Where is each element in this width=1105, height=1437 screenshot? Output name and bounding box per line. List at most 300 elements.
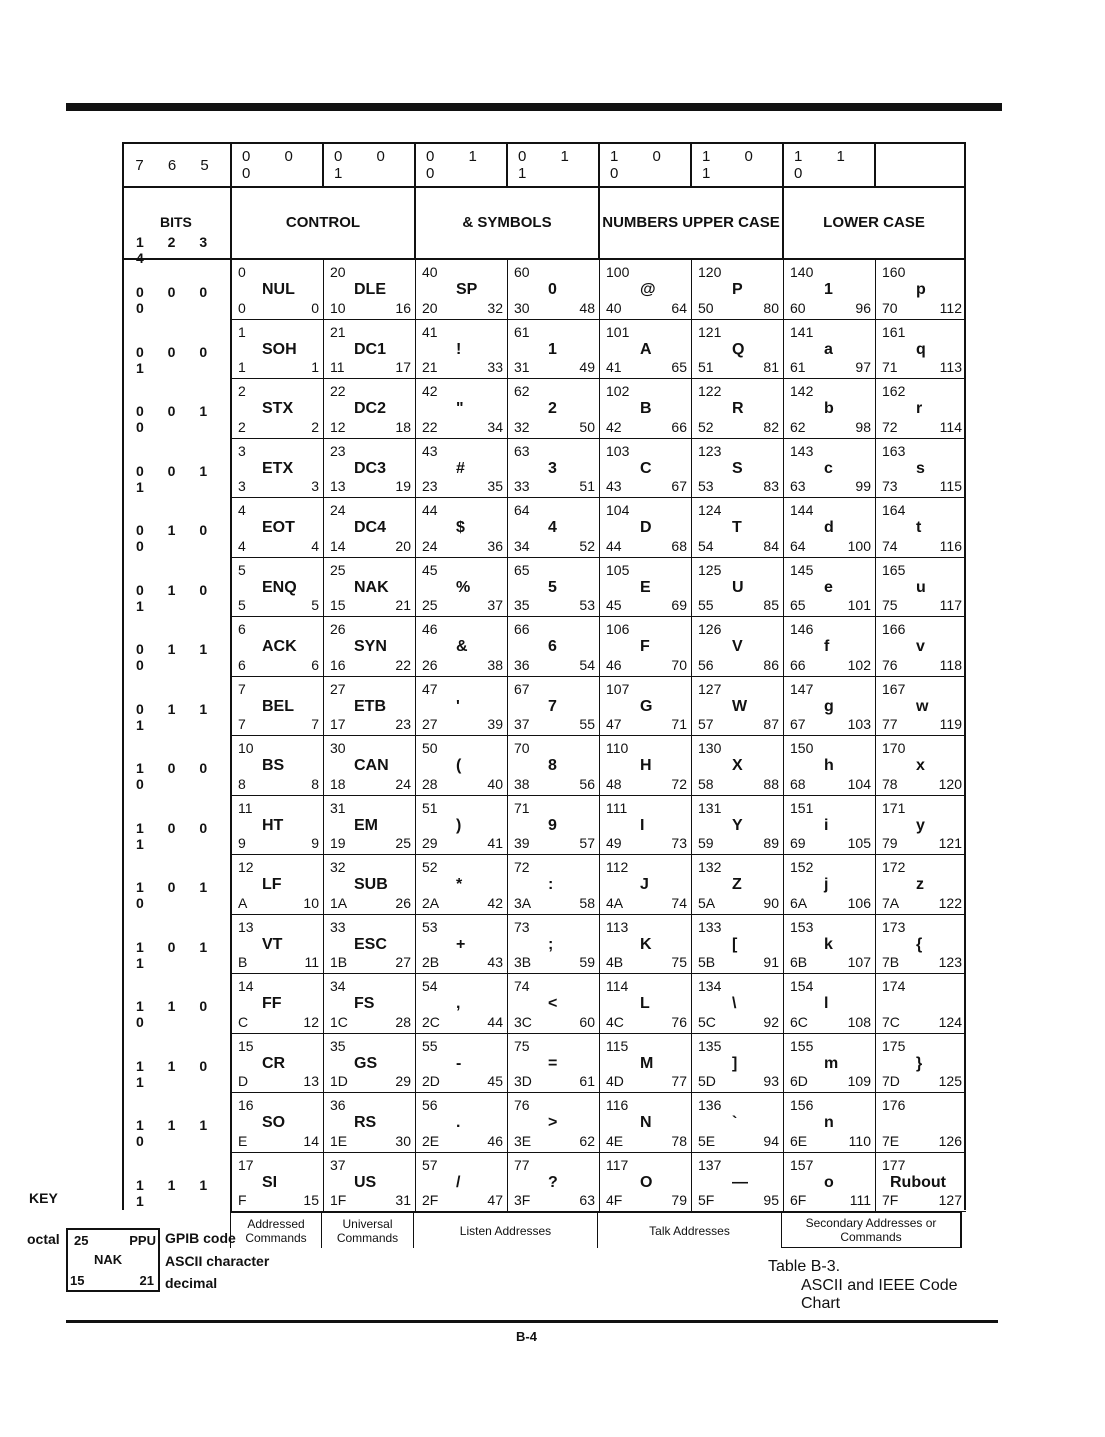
hex-value: 1C xyxy=(330,1013,348,1030)
octal-value: 51 xyxy=(422,799,438,816)
code-cell xyxy=(876,498,966,558)
hex-value: 34 xyxy=(514,537,530,554)
octal-value: 114 xyxy=(606,978,629,994)
bottom-rule xyxy=(66,1320,998,1323)
octal-value: 17 xyxy=(238,1156,254,1173)
code-cell xyxy=(416,558,508,618)
ascii-char: A xyxy=(640,340,652,358)
ascii-char: DC1 xyxy=(354,340,387,358)
code-cell xyxy=(692,439,784,499)
bits-title: BITS xyxy=(160,214,192,230)
hex-value: 47 xyxy=(606,716,622,732)
octal-value: 52 xyxy=(422,859,438,875)
row-bits-label: 1 1 0 0 xyxy=(136,998,218,1030)
octal-value: 170 xyxy=(882,740,906,756)
code-cell xyxy=(324,1093,416,1153)
octal-value: 60 xyxy=(514,264,530,280)
hex-value: 3E xyxy=(514,1132,532,1149)
decimal-value: 121 xyxy=(938,835,962,851)
code-cell xyxy=(600,974,692,1034)
decimal-value: 109 xyxy=(847,1073,871,1089)
octal-value: 135 xyxy=(698,1037,722,1054)
hex-value: 73 xyxy=(882,478,898,494)
hex-value: 7F xyxy=(882,1192,899,1208)
decimal-value: 70 xyxy=(671,656,687,673)
ascii-char: i xyxy=(824,816,829,834)
octal-value: 25 xyxy=(330,561,346,578)
ascii-char: GS xyxy=(354,1054,378,1072)
ascii-char: SP xyxy=(456,281,478,298)
row-bits-label: 0 1 1 0 xyxy=(136,641,218,673)
octal-value: 76 xyxy=(514,1097,530,1113)
hex-value: 24 xyxy=(422,537,438,554)
code-cell xyxy=(784,320,876,380)
ascii-char: B xyxy=(640,400,652,417)
decimal-value: 6 xyxy=(311,656,319,673)
code-cell xyxy=(784,260,876,320)
octal-value: 157 xyxy=(790,1156,814,1173)
octal-value: 16 xyxy=(238,1097,254,1113)
hex-value: 26 xyxy=(422,656,438,673)
key-desc-decimal: decimal xyxy=(165,1275,218,1291)
bits-sub: 1 2 3 4 xyxy=(136,234,218,266)
octal-value: 172 xyxy=(882,859,906,875)
decimal-value: 0 xyxy=(311,299,319,316)
hex-value: 5C xyxy=(698,1013,716,1030)
code-cell xyxy=(508,1093,600,1153)
octal-value: 107 xyxy=(606,680,630,697)
code-cell xyxy=(232,498,324,558)
decimal-value: 51 xyxy=(579,478,595,494)
hex-value: 50 xyxy=(698,299,714,316)
hex-value: 55 xyxy=(698,597,714,613)
octal-value: 33 xyxy=(330,918,346,935)
ascii-char: DC2 xyxy=(354,400,387,417)
row-bits-label: 0 0 1 1 xyxy=(136,462,218,495)
decimal-value: 27 xyxy=(395,954,411,970)
code-cell xyxy=(692,855,784,915)
row-bits xyxy=(124,796,232,856)
hex-value: 52 xyxy=(698,418,714,435)
code-cell xyxy=(508,498,600,558)
key-ppu: PPU xyxy=(129,1233,156,1248)
octal-value: 62 xyxy=(514,383,530,399)
decimal-value: 36 xyxy=(487,537,503,554)
row-bits xyxy=(124,1153,232,1213)
hex-value: B xyxy=(238,954,248,970)
decimal-value: 3 xyxy=(311,478,319,494)
octal-value: 7 xyxy=(238,680,246,697)
ascii-char: Z xyxy=(732,876,742,893)
decimal-value: 75 xyxy=(671,954,687,970)
code-cell xyxy=(692,1093,784,1153)
decimal-value: 39 xyxy=(487,716,503,732)
octal-value: 105 xyxy=(606,561,630,578)
octal-value: 10 xyxy=(238,740,254,756)
hex-value: 67 xyxy=(790,716,806,732)
hex-value: 53 xyxy=(698,478,714,494)
ascii-char: 3 xyxy=(548,459,557,477)
code-cell xyxy=(232,974,324,1034)
ascii-char: 4 xyxy=(548,519,557,536)
ascii-char: ENQ xyxy=(262,578,297,596)
ascii-char: [ xyxy=(732,935,738,953)
decimal-value: 68 xyxy=(671,537,687,554)
octal-value: 14 xyxy=(238,978,254,994)
hex-value: 23 xyxy=(422,478,438,494)
octal-value: 151 xyxy=(790,799,814,816)
ascii-char: NAK xyxy=(354,578,389,596)
code-cell xyxy=(600,1034,692,1094)
decimal-value: 59 xyxy=(579,954,595,970)
ascii-char: g xyxy=(824,697,834,715)
ascii-char: - xyxy=(456,1054,462,1072)
octal-value: 27 xyxy=(330,680,346,697)
decimal-value: 41 xyxy=(487,835,503,851)
ascii-char: q xyxy=(916,340,926,358)
octal-value: 176 xyxy=(882,1097,906,1113)
decimal-value: 52 xyxy=(579,537,595,554)
code-cell xyxy=(324,320,416,380)
decimal-value: 47 xyxy=(487,1192,503,1208)
hex-value: 69 xyxy=(790,835,806,851)
octal-value: 34 xyxy=(330,978,346,994)
code-cell xyxy=(508,260,600,320)
hex-value: 4A xyxy=(606,894,624,911)
ascii-char: BS xyxy=(262,757,285,774)
octal-value: 56 xyxy=(422,1097,438,1113)
row-bits-label: 1 0 0 0 xyxy=(136,760,218,792)
code-cell xyxy=(232,1034,324,1094)
ascii-char: u xyxy=(916,578,926,596)
hex-value: 4B xyxy=(606,954,624,970)
code-cell xyxy=(784,796,876,856)
decimal-value: 107 xyxy=(847,954,871,970)
decimal-value: 8 xyxy=(311,775,319,792)
code-cell xyxy=(324,498,416,558)
hex-value: 58 xyxy=(698,775,714,792)
hex-value: 65 xyxy=(790,597,806,613)
decimal-value: 69 xyxy=(671,597,687,613)
code-cell xyxy=(232,558,324,618)
hex-value: 72 xyxy=(882,418,898,435)
hex-value: 4 xyxy=(238,537,246,554)
key-hex: 15 xyxy=(70,1273,85,1288)
decimal-value: 74 xyxy=(671,894,687,911)
code-cell xyxy=(600,498,692,558)
octal-value: 54 xyxy=(422,978,438,994)
octal-value: 6 xyxy=(238,621,246,637)
ascii-char: { xyxy=(916,935,923,953)
hex-value: 21 xyxy=(422,359,438,375)
ascii-char: SI xyxy=(262,1173,278,1191)
hex-value: 2B xyxy=(422,954,440,970)
octal-value: 121 xyxy=(698,323,722,340)
octal-value: 134 xyxy=(698,978,722,994)
decimal-value: 104 xyxy=(847,775,871,792)
octal-value: 23 xyxy=(330,442,346,459)
ascii-char: 9 xyxy=(548,816,557,834)
ascii-char: SUB xyxy=(354,876,388,893)
octal-value: 163 xyxy=(882,442,906,459)
code-cell xyxy=(416,498,508,558)
decimal-value: 112 xyxy=(939,299,962,316)
octal-value: 73 xyxy=(514,918,530,935)
row-bits-label: 0 1 0 1 xyxy=(136,581,218,614)
hex-value: 7E xyxy=(882,1132,900,1149)
code-cell xyxy=(416,320,508,380)
code-cell xyxy=(324,855,416,915)
octal-value: 125 xyxy=(698,561,722,578)
ascii-char: b xyxy=(824,400,834,417)
decimal-value: 16 xyxy=(395,299,411,316)
decimal-value: 28 xyxy=(395,1013,411,1030)
hex-value: 1D xyxy=(330,1073,348,1089)
row-bits xyxy=(124,855,232,915)
hex-value: 2F xyxy=(422,1192,439,1208)
octal-value: 65 xyxy=(514,561,530,578)
code-cell xyxy=(784,677,876,737)
decimal-value: 67 xyxy=(671,478,687,494)
octal-value: 64 xyxy=(514,502,530,518)
hex-value: 3F xyxy=(514,1192,531,1208)
decimal-value: 42 xyxy=(487,894,503,911)
key-desc-gpib: GPIB code xyxy=(165,1230,236,1246)
ascii-char: DLE xyxy=(354,281,386,298)
code-cell xyxy=(692,320,784,380)
decimal-value: 110 xyxy=(848,1132,871,1149)
ascii-char: 6 xyxy=(548,638,557,655)
octal-value: 41 xyxy=(422,323,438,340)
ascii-char: FF xyxy=(262,995,282,1012)
ascii-char: @ xyxy=(640,281,656,298)
ascii-char: f xyxy=(824,638,830,655)
octal-value: 24 xyxy=(330,502,346,518)
decimal-value: 65 xyxy=(671,359,687,375)
decimal-value: 105 xyxy=(847,835,871,851)
ascii-char: : xyxy=(548,876,554,893)
decimal-value: 34 xyxy=(487,418,503,435)
code-cell xyxy=(692,915,784,975)
group-header-2: NUMBERS UPPER CASE xyxy=(600,188,784,260)
hex-value: 43 xyxy=(606,478,622,494)
hex-value: 12 xyxy=(330,418,346,435)
octal-value: 124 xyxy=(698,502,722,518)
code-cell xyxy=(508,320,600,380)
octal-value: 154 xyxy=(790,978,814,994)
hex-value: 64 xyxy=(790,537,806,554)
code-cell xyxy=(692,379,784,439)
code-cell xyxy=(324,915,416,975)
code-chart-table xyxy=(122,142,966,1210)
decimal-value: 116 xyxy=(939,537,962,554)
decimal-value: 12 xyxy=(303,1013,319,1030)
octal-value: 36 xyxy=(330,1097,346,1113)
hex-value: 6B xyxy=(790,954,808,970)
code-cell xyxy=(232,379,324,439)
ascii-char: O xyxy=(640,1173,653,1191)
row-bits xyxy=(124,736,232,796)
code-cell xyxy=(324,736,416,796)
hex-value: 3A xyxy=(514,894,532,911)
hex-value: 8 xyxy=(238,775,246,792)
bits-label-cell xyxy=(124,188,232,266)
octal-value: 132 xyxy=(698,859,722,875)
ascii-char: S xyxy=(732,459,743,477)
row-bits xyxy=(124,1034,232,1094)
decimal-value: 95 xyxy=(763,1192,779,1208)
row-bits-label: 0 0 0 1 xyxy=(136,343,218,376)
ascii-char: L xyxy=(640,995,650,1012)
ascii-char: c xyxy=(824,459,833,477)
ascii-char: ; xyxy=(548,935,554,953)
ascii-char: / xyxy=(456,1173,461,1191)
code-cell xyxy=(784,855,876,915)
hex-value: 6F xyxy=(790,1192,807,1208)
decimal-value: 33 xyxy=(487,359,503,375)
decimal-value: 32 xyxy=(487,299,503,316)
code-cell xyxy=(324,974,416,1034)
octal-value: 35 xyxy=(330,1037,346,1054)
decimal-value: 101 xyxy=(847,597,871,613)
hex-value: 42 xyxy=(606,418,622,435)
decimal-value: 94 xyxy=(763,1132,779,1149)
decimal-value: 114 xyxy=(939,418,962,435)
octal-value: 53 xyxy=(422,918,438,935)
ascii-char: s xyxy=(916,459,925,477)
decimal-value: 97 xyxy=(855,359,871,375)
octal-value: 133 xyxy=(698,918,722,935)
ascii-char: EOT xyxy=(262,519,295,536)
row-bits xyxy=(124,558,232,618)
ascii-char: j xyxy=(824,876,829,893)
decimal-value: 13 xyxy=(303,1073,319,1089)
code-cell xyxy=(324,439,416,499)
hex-value: 5F xyxy=(698,1192,715,1208)
bit-column-7 xyxy=(876,144,966,188)
decimal-value: 10 xyxy=(303,894,319,911)
hex-value: 5D xyxy=(698,1073,716,1089)
hex-value: 57 xyxy=(698,716,714,732)
hex-value: 6E xyxy=(790,1132,808,1149)
octal-value: 117 xyxy=(606,1156,629,1173)
ascii-char: 1 xyxy=(824,281,833,298)
octal-value: 123 xyxy=(698,442,722,459)
code-cell xyxy=(508,855,600,915)
decimal-value: 122 xyxy=(938,894,962,911)
code-cell xyxy=(232,855,324,915)
decimal-value: 40 xyxy=(487,775,503,792)
ascii-char: & xyxy=(456,638,468,655)
ascii-char: y xyxy=(916,816,925,834)
hex-value: 1A xyxy=(330,894,348,911)
code-cell xyxy=(324,558,416,618)
bits-765-label: 7 6 5 xyxy=(124,144,232,188)
hex-value: 20 xyxy=(422,299,438,316)
code-cell xyxy=(508,974,600,1034)
octal-value: 136 xyxy=(698,1097,722,1113)
hex-value: 27 xyxy=(422,716,438,732)
octal-value: 174 xyxy=(882,978,906,994)
octal-value: 111 xyxy=(606,799,628,816)
ascii-char: Q xyxy=(732,340,745,358)
decimal-value: 14 xyxy=(303,1132,319,1149)
bit-column-1: 0 0 1 xyxy=(324,144,416,188)
octal-value: 50 xyxy=(422,740,438,756)
hex-value: 5E xyxy=(698,1132,716,1149)
ascii-char: $ xyxy=(456,519,465,536)
hex-value: 63 xyxy=(790,478,806,494)
group-header-1: & SYMBOLS xyxy=(416,188,600,260)
code-cell xyxy=(784,974,876,1034)
code-cell xyxy=(416,855,508,915)
row-bits-label: 1 0 0 1 xyxy=(136,819,218,852)
hex-value: 74 xyxy=(882,537,898,554)
decimal-value: 31 xyxy=(395,1192,411,1208)
octal-value: 155 xyxy=(790,1037,814,1054)
code-cell xyxy=(232,915,324,975)
decimal-value: 91 xyxy=(763,954,779,970)
decimal-value: 66 xyxy=(671,418,687,435)
bit-column-6: 1 1 0 xyxy=(784,144,876,188)
octal-value: 144 xyxy=(790,502,814,518)
row-bits-label: 0 1 0 0 xyxy=(136,522,218,554)
decimal-value: 50 xyxy=(579,418,595,435)
ascii-char: J xyxy=(640,876,649,893)
hex-value: 41 xyxy=(606,359,622,375)
decimal-value: 7 xyxy=(311,716,319,732)
code-cell xyxy=(508,915,600,975)
key-box xyxy=(66,1228,160,1292)
code-cell xyxy=(232,1093,324,1153)
code-cell xyxy=(876,439,966,499)
ascii-char: 2 xyxy=(548,400,557,417)
decimal-value: 46 xyxy=(487,1132,503,1149)
octal-value: 44 xyxy=(422,502,438,518)
ascii-char: < xyxy=(548,995,558,1012)
ascii-char: DC4 xyxy=(354,519,387,536)
key-dec: 21 xyxy=(139,1273,154,1288)
ascii-char: ETB xyxy=(354,697,386,715)
octal-value: 42 xyxy=(422,383,438,399)
code-cell xyxy=(692,736,784,796)
code-cell xyxy=(508,379,600,439)
octal-value: 103 xyxy=(606,442,630,459)
row-bits xyxy=(124,379,232,439)
ascii-char: a xyxy=(824,340,833,358)
hex-value: 77 xyxy=(882,716,898,732)
octal-value: 45 xyxy=(422,561,438,578)
hex-value: 2E xyxy=(422,1132,440,1149)
ascii-char: . xyxy=(456,1114,461,1131)
decimal-value: 30 xyxy=(395,1132,411,1149)
code-cell xyxy=(232,617,324,677)
row-bits xyxy=(124,260,232,320)
hex-value: 2 xyxy=(238,418,246,435)
octal-value: 40 xyxy=(422,264,438,280)
code-cell xyxy=(232,736,324,796)
code-cell xyxy=(508,1153,600,1213)
ascii-char: SO xyxy=(262,1114,286,1131)
decimal-value: 115 xyxy=(939,478,962,494)
octal-value: 12 xyxy=(238,859,254,875)
code-cell xyxy=(232,677,324,737)
ascii-char: STX xyxy=(262,400,294,417)
octal-value: 145 xyxy=(790,561,814,578)
code-cell xyxy=(416,260,508,320)
ascii-char: ( xyxy=(456,757,462,774)
octal-value: 102 xyxy=(606,383,630,399)
